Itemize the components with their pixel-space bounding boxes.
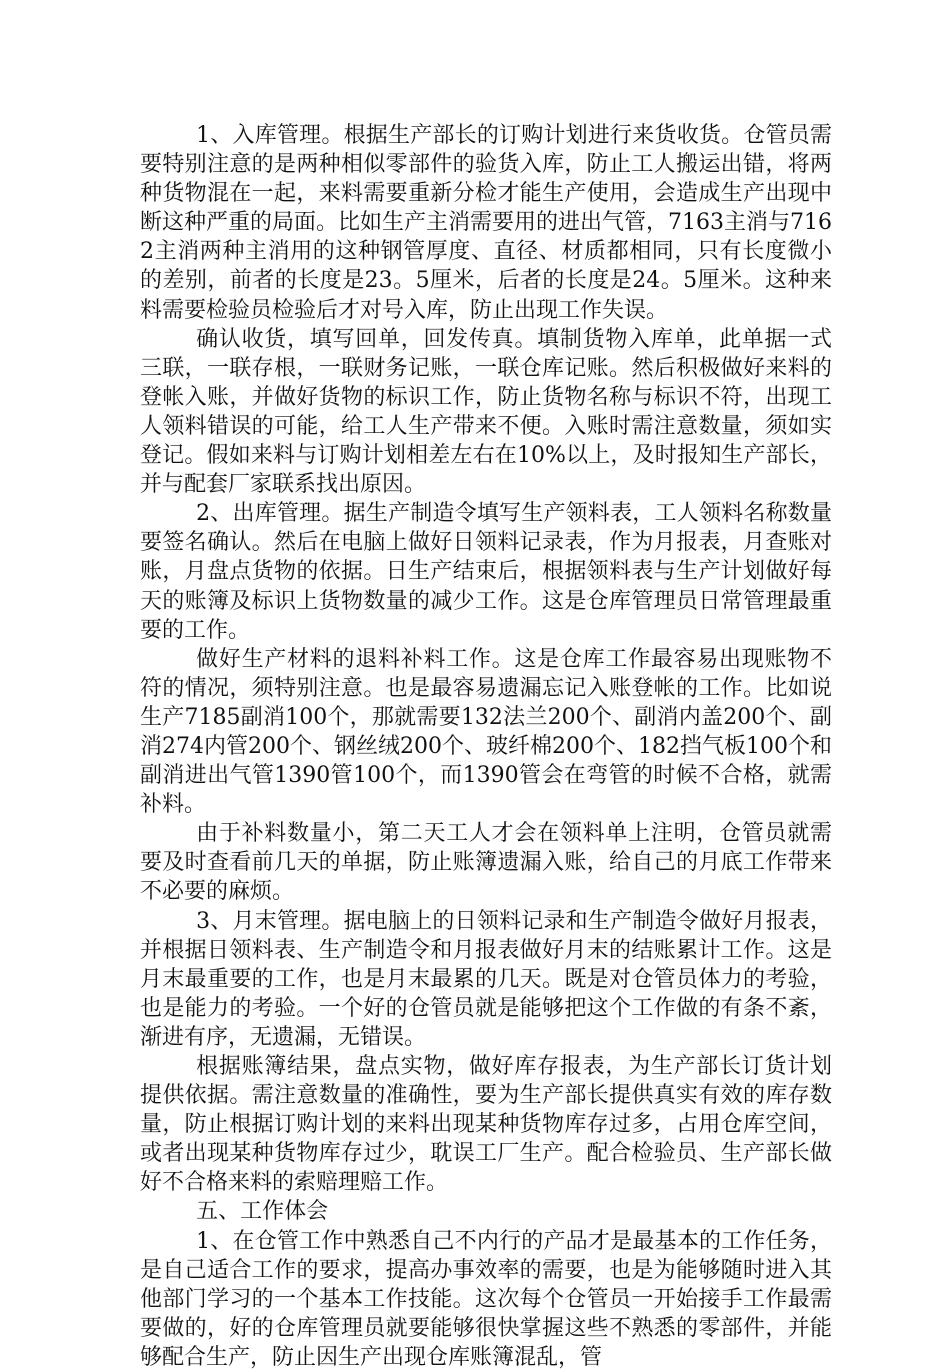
paragraph-outbound-management: 2、出库管理。据生产制造令填写生产领料表，工人领料名称数量要签名确认。然后在电脑上做好日领料记录表，作为月报表，月查账对账，月盘点货物的依据。日生产结束后，根据领料表与生产计划做好每天的账簿及标识上货物数量的减少工作。这是仓库管理员日常管理最重要的工作。 <box>140 501 832 643</box>
paragraph-inventory-report: 根据账簿结果，盘点实物，做好库存报表，为生产部长订货计划提供依据。需注意数量的准确性，要为生产部长提供真实有效的库存数量，防止根据订购计划的来料出现某种货物库存过多，占用仓库空间，或者出现某种货物库存过少，耽误工厂生产。配合检验员、生产部长做好不合格来料的索赔理赔工作。 <box>140 1054 832 1196</box>
paragraph-month-end-management: 3、月末管理。据电脑上的日领料记录和生产制造令做好月报表，并根据日领料表、生产制造令和月报表做好月末的结账累计工作。这是月末最重要的工作，也是月末最累的几天。既是对仓管员体力的考验，也是能力的考验。一个好的仓管员就是能够把这个工作做的有条不紊，渐进有序，无遗漏，无错误。 <box>140 908 832 1050</box>
paragraph-inbound-management: 1、入库管理。根据生产部长的订购计划进行来货收货。仓管员需要特别注意的是两种相似零部件的验货入库，防止工人搬运出错，将两种货物混在一起，来料需要重新分检才能生产使用，会造成生产出现中断这种严重的局面。比如生产主消需要用的进出气管，7163主消与7162主消两种主消用的这种钢管厚度、直径、材质都相同，只有长度微小的差别，前者的长度是23。5厘米，后者的长度是24。5厘米。这种来料需要检验员检验后才对号入库，防止出现工作失误。 <box>140 123 832 323</box>
paragraph-receipt-confirmation: 确认收货，填写回单，回发传真。填制货物入库单，此单据一式三联，一联存根，一联财务记账，一联仓库记账。然后积极做好来料的登帐入账，并做好货物的标识工作，防止货物名称与标识不符，出现工人领料错误的可能，给工人生产带来不便。入账时需注意数量，须如实登记。假如来料与订购计划相差左右在10%以上，及时报知生产部长，并与配套厂家联系找出原因。 <box>140 326 832 498</box>
paragraph-experience-1: 1、在仓管工作中熟悉自己不内行的产品才是最基本的工作任务，是自己适合工作的要求，提高办事效率的需要，也是为能够随时进入其他部门学习的一个基本工作技能。这次每个仓管员一开始接手工作最需要做的，好的仓库管理员就要能够很快掌握这些不熟悉的零部件，并能够配合生产，防止因生产出现仓库账簿混乱，管 <box>140 1228 832 1370</box>
section-heading-work-experience: 五、工作体会 <box>196 1199 329 1225</box>
paragraph-supplement-note: 由于补料数量小，第二天工人才会在领料单上注明，仓管员就需要及时查看前几天的单据，防止账簿遗漏入账，给自己的月底工作带来不必要的麻烦。 <box>140 821 832 905</box>
document-body <box>140 121 832 1372</box>
paragraph-return-supplement: 做好生产材料的退料补料工作。这是仓库工作最容易出现账物不符的情况，须特别注意。也是最容易遗漏忘记入账登帐的工作。比如说生产7185副消100个，那就需要132法兰200个、副消内盖200个、副消274内管200个、钢丝绒200个、玻纤棉200个、182挡气板100个和副消进出气管1390管100个，而1390管会在弯管的时候不合格，就需补料。 <box>140 646 832 818</box>
